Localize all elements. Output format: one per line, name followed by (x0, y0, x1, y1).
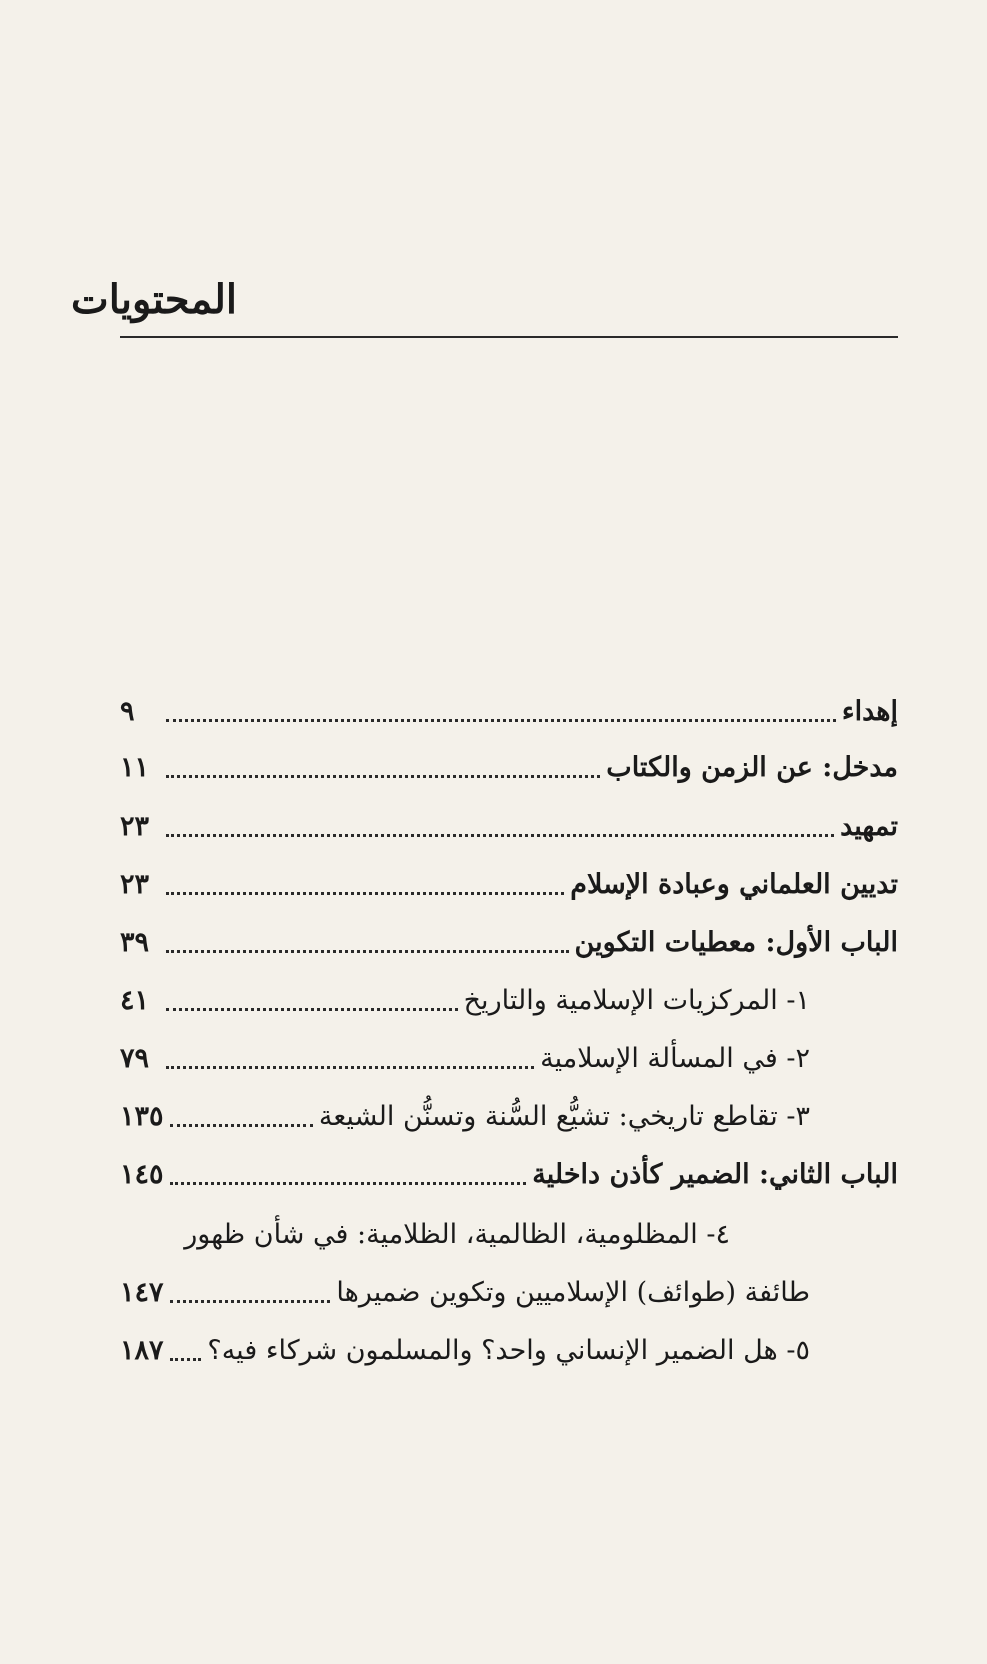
toc-entry-chapter-3 (120, 1095, 810, 1139)
toc-entry-introduction (120, 746, 898, 790)
toc-entry-page: ٢٣ (120, 869, 150, 900)
toc-entry-label: الباب الأول: معطيات التكوين (574, 927, 898, 958)
toc-entry-chapter-1 (120, 979, 810, 1023)
dot-leader (170, 1124, 313, 1127)
toc-entry-page: ٩ (120, 696, 135, 727)
toc-entry-section (120, 863, 898, 907)
toc-entry-page: ١٤٧ (120, 1277, 164, 1308)
toc-entry-part-two (120, 1153, 898, 1197)
toc-entry-label: تديين العلماني وعبادة الإسلام (570, 869, 898, 900)
toc-entry-page: ١١ (120, 752, 150, 783)
dot-leader (166, 775, 600, 778)
toc-entry-page: ١٣٥ (120, 1101, 164, 1132)
toc-entry-page: ٢٣ (120, 811, 150, 842)
toc-entry-label: ٣- تقاطع تاريخي: تشيُّع السُّنة وتسنُّن الشيعة (318, 1101, 810, 1132)
dot-leader (166, 950, 569, 953)
toc-entry-label: الباب الثاني: الضمير كأذن داخلية (532, 1159, 898, 1190)
toc-entry-chapter-4 (120, 1271, 810, 1315)
toc-entry-chapter-5 (120, 1329, 810, 1373)
toc-entry-label: ٢- في المسألة الإسلامية (540, 1043, 810, 1074)
toc-entry-page: ٧٩ (120, 1043, 150, 1074)
toc-entry-page: ١٤٥ (120, 1159, 164, 1190)
toc-entry-label: إهداء (841, 696, 898, 727)
dot-leader (170, 1358, 202, 1361)
dot-leader (170, 1182, 527, 1185)
dot-leader (166, 1008, 458, 1011)
toc-entry-part-one (120, 921, 898, 965)
toc-entry-label: مدخل: عن الزمن والكتاب (606, 752, 898, 783)
toc-entry-page: ١٨٧ (120, 1335, 164, 1366)
toc-entry-dedication (120, 690, 898, 734)
toc-entry-page: ٤١ (120, 985, 150, 1016)
toc-entry-page: ٣٩ (120, 927, 150, 958)
dot-leader (166, 719, 836, 722)
toc-entry-label: طائفة (طوائف) الإسلاميين وتكوين ضميرها (336, 1277, 810, 1308)
dot-leader (166, 892, 564, 895)
dot-leader (166, 834, 834, 837)
toc-entry-chapter-2 (120, 1037, 810, 1081)
toc-entry-label: ٥- هل الضمير الإنساني واحد؟ والمسلمون شركاء فيه؟ (207, 1335, 810, 1366)
page-title: المحتويات (71, 276, 237, 323)
toc-entry-label: ١- المركزيات الإسلامية والتاريخ (463, 985, 810, 1016)
toc-entry-preface (120, 805, 898, 849)
dot-leader (170, 1300, 331, 1303)
title-divider (120, 336, 898, 338)
toc-entry-label: تمهيد (840, 811, 898, 842)
dot-leader (166, 1066, 534, 1069)
toc-entry-chapter-4-line-1: ٤- المظلومية، الظالمية، الظلامية: في شأن ظهور (184, 1219, 730, 1250)
